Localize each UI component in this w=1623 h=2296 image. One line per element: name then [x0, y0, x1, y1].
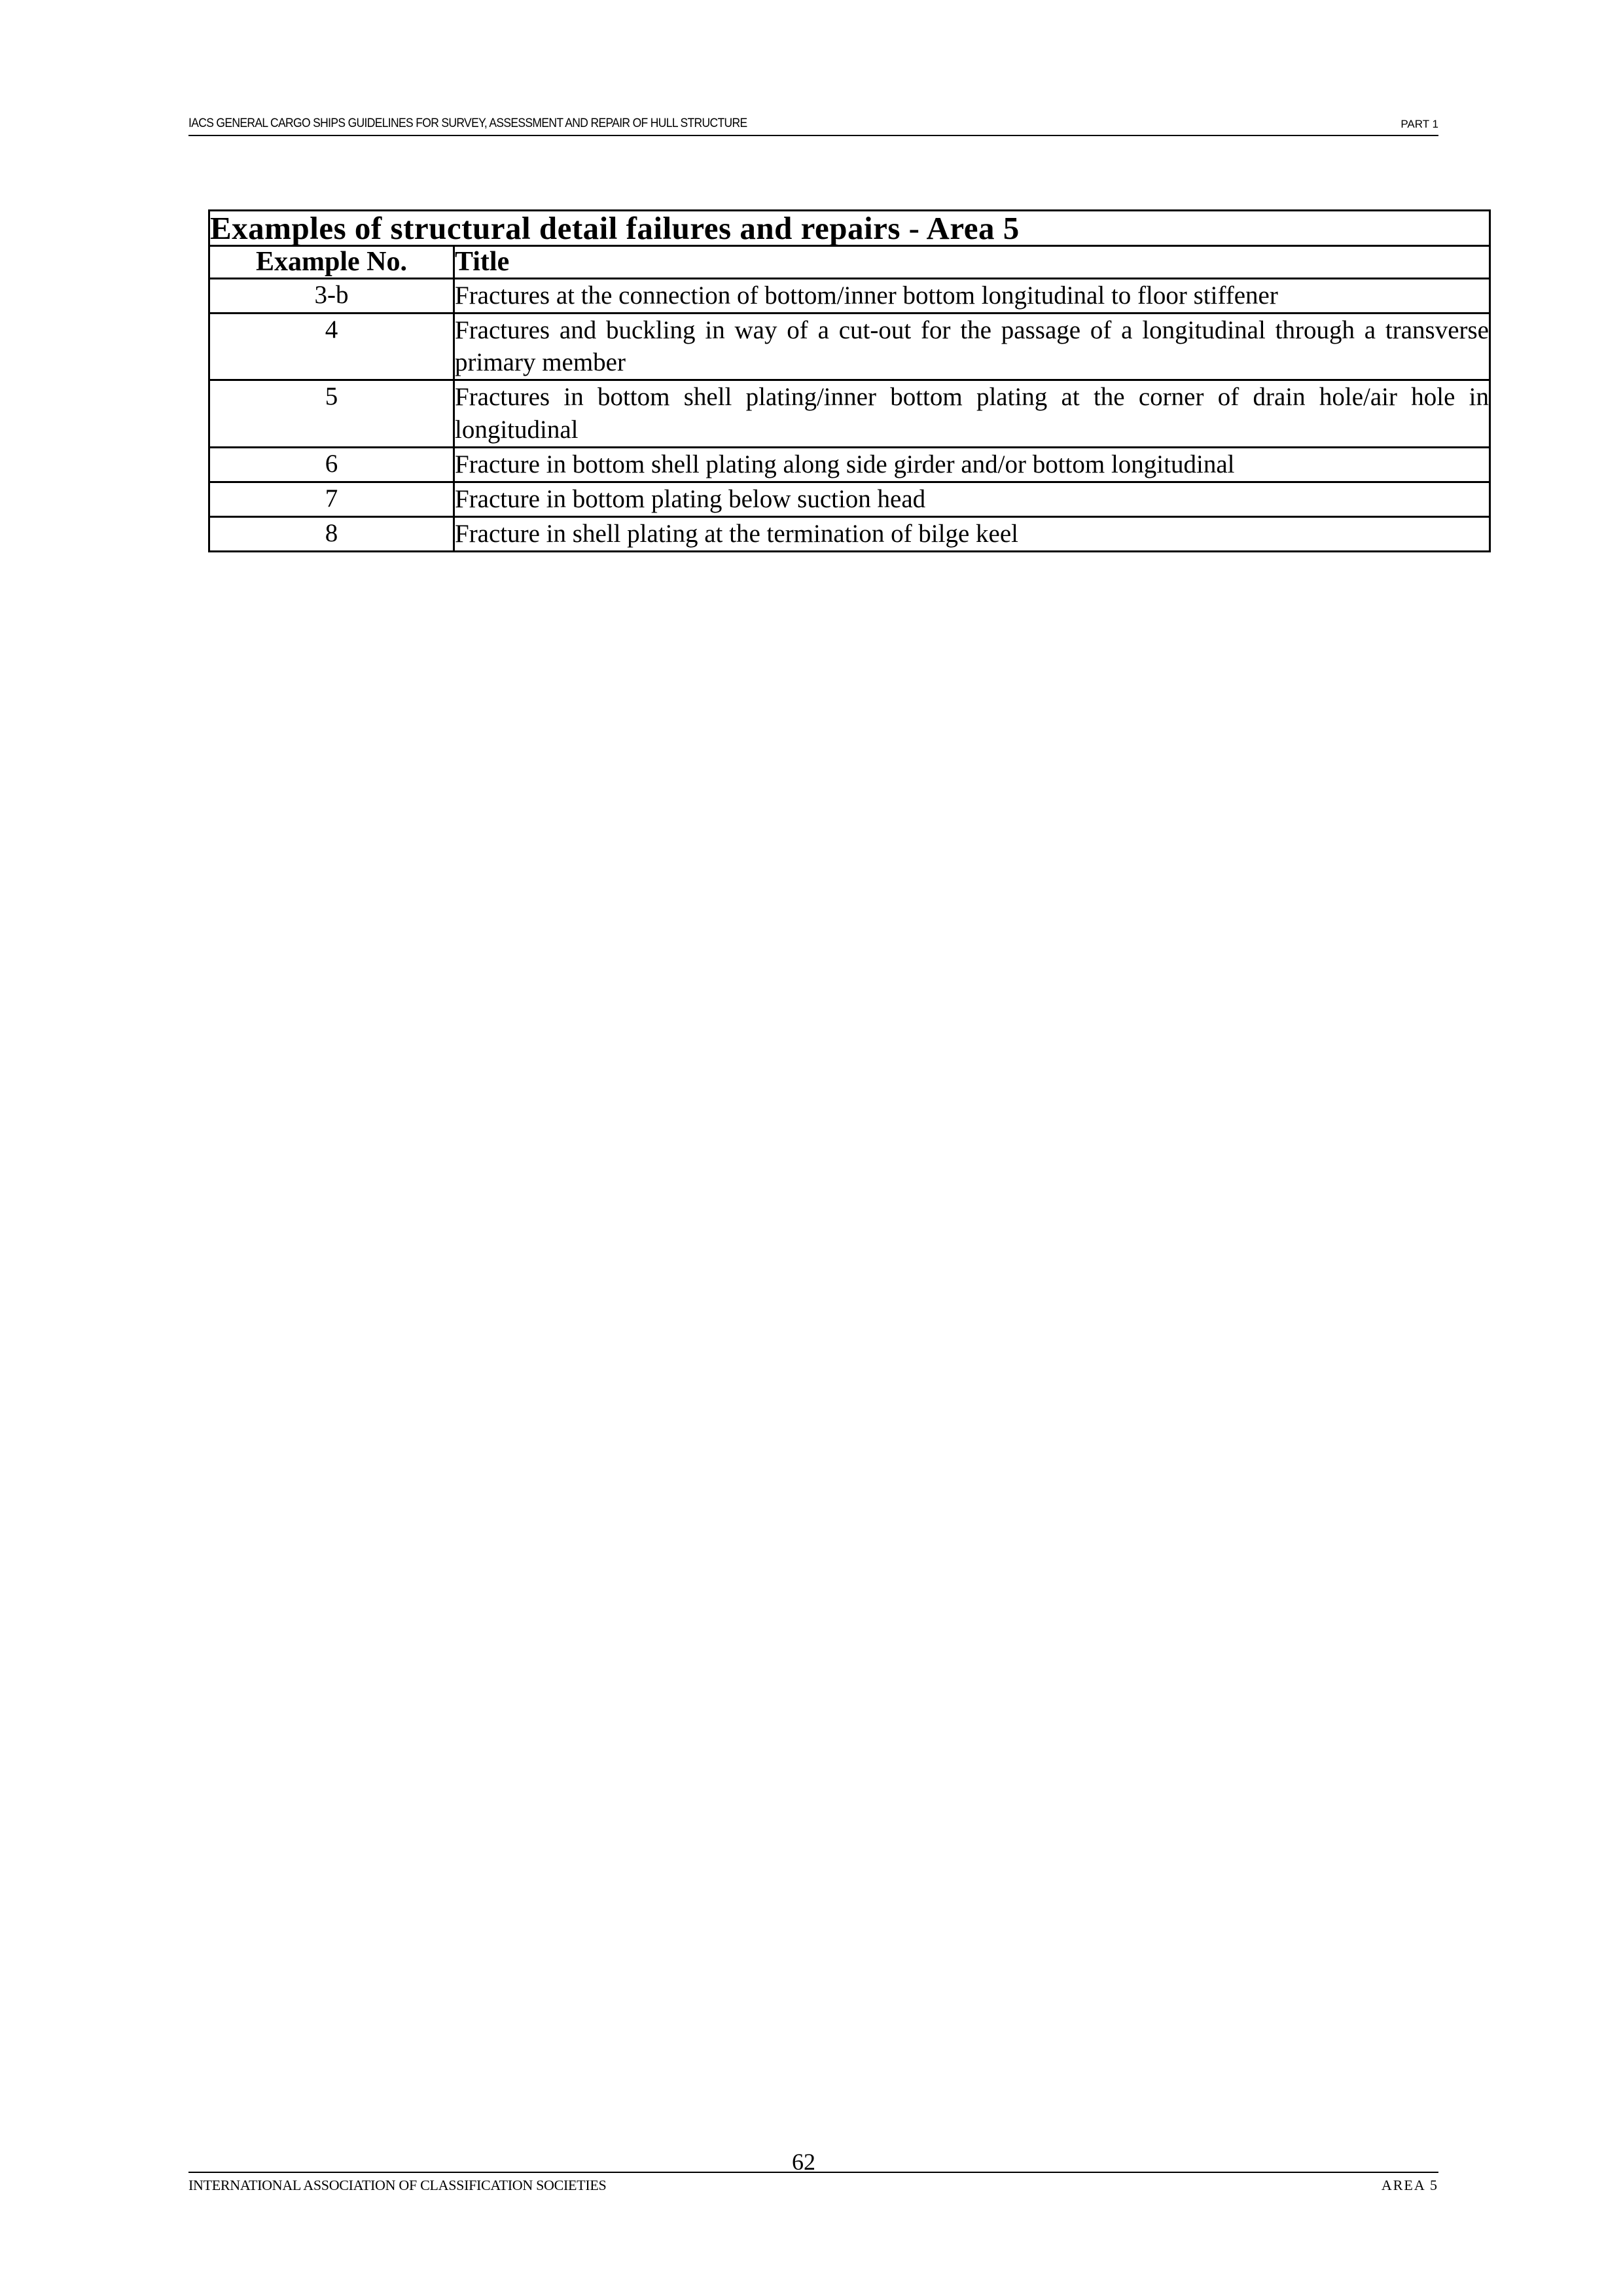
page-number: 62: [792, 2149, 815, 2175]
table-row: [209, 278, 1490, 313]
table-row: [209, 448, 1490, 482]
example-no: 7: [209, 482, 454, 517]
footer-organization: INTERNATIONAL ASSOCIATION OF CLASSIFICATION SOCIETIES: [188, 2177, 607, 2193]
column-header-title: Title: [454, 246, 1490, 278]
examples-table-container: [208, 209, 1491, 552]
example-no: 5: [209, 380, 454, 448]
example-no: 4: [209, 313, 454, 380]
table-title-row: [209, 211, 1490, 246]
table-header-row: [209, 246, 1490, 278]
example-no: 3-b: [209, 278, 454, 313]
table-row: [209, 516, 1490, 551]
table-row: [209, 380, 1490, 448]
example-title: Fractures at the connection of bottom/inner bottom longitudinal to floor stiffener: [454, 278, 1490, 313]
example-title: Fractures and buckling in way of a cut-out for the passage of a longitudinal through a transverse primary member: [454, 313, 1490, 380]
running-header-title: IACS GENERAL CARGO SHIPS GUIDELINES FOR SURVEY, ASSESSMENT AND REPAIR OF HULL STRUCTURE: [188, 117, 747, 130]
page-footer: [188, 2172, 1438, 2194]
example-no: 8: [209, 516, 454, 551]
running-header: [188, 117, 1438, 136]
table-title: Examples of structural detail failures and repairs - Area 5: [209, 211, 1490, 246]
running-header-part: PART 1: [1400, 118, 1438, 130]
example-title: Fracture in bottom shell plating along side girder and/or bottom longitudinal: [454, 448, 1490, 482]
example-no: 6: [209, 448, 454, 482]
column-header-example-no: Example No.: [209, 246, 454, 278]
example-title: Fracture in shell plating at the termination of bilge keel: [454, 516, 1490, 551]
examples-table: [208, 209, 1491, 552]
table-row: [209, 482, 1490, 517]
example-title: Fracture in bottom plating below suction head: [454, 482, 1490, 517]
table-row: [209, 313, 1490, 380]
example-title: Fractures in bottom shell plating/inner bottom plating at the corner of drain hole/air hole in longitudinal: [454, 380, 1490, 448]
footer-area-label: AREA 5: [1381, 2177, 1438, 2193]
